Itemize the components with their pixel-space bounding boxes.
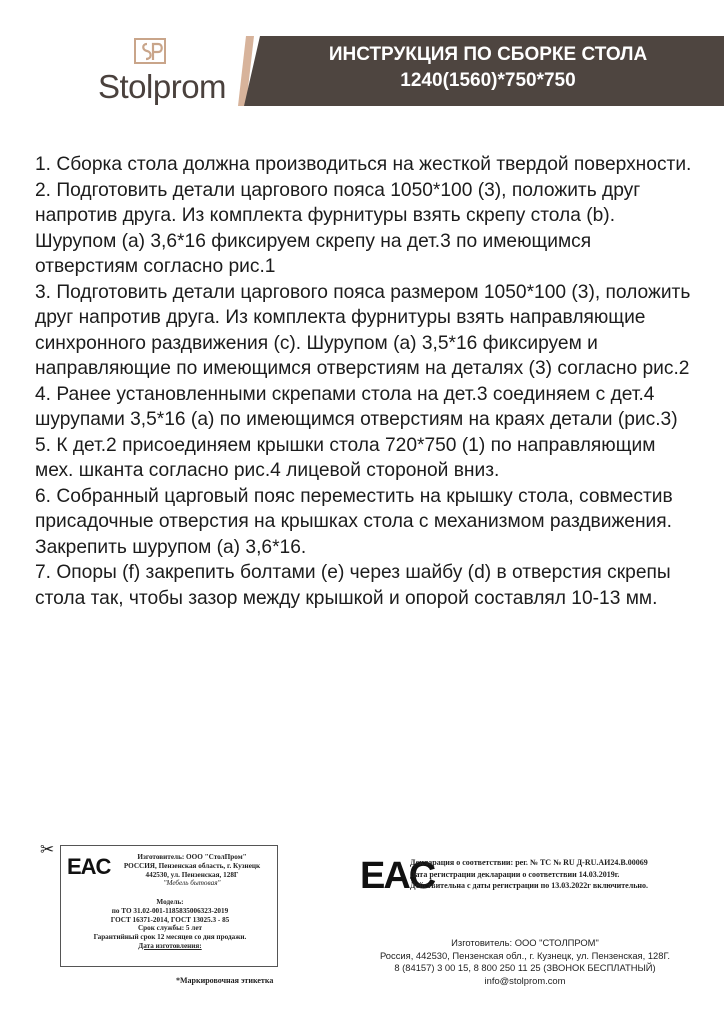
assembly-instructions <box>35 152 695 611</box>
manufacturer-email: info@stolprom.com <box>484 974 566 986</box>
label-manufacturer: Изготовитель: ООО "СтолПром" <box>137 853 247 861</box>
manufacturer-name: Изготовитель: ООО "СТОЛПРОМ" <box>451 937 599 948</box>
instruction-step: 5. К дет.2 присоединяем крышки стола 720*750 (1) по направляющим мех. шканта согласно рис.4 лицевой стороной вниз. <box>35 434 656 481</box>
manufacturer-contacts <box>340 937 710 987</box>
eac-mark-large: EAC <box>360 855 435 897</box>
title-line-2: 1240(1560)*750*750 <box>400 70 576 91</box>
eac-mark: EAC <box>67 854 111 879</box>
label-standard-2: ГОСТ 16371-2014, ГОСТ 13025.3 - 85 <box>110 915 230 924</box>
declaration-line: Действительна с даты регистрации по 13.03.2022г включительно. <box>410 881 649 890</box>
declaration-line: Декларация о соответствии: рег. № ТС № RU Д-RU.АИ24.В.00069 <box>410 858 648 867</box>
label-category: "Мебель бытовая" <box>163 879 221 888</box>
manufacturer-address: Россия, 442530, Пензенская обл., г. Кузнецк, ул. Пензенская, 128Г. <box>379 949 671 961</box>
instruction-step: 3. Подготовить детали царгового пояса размером 1050*100 (3), положить друг напротив друга. Из комплекта фурнитуры взять направляющие синхронного раздвижения (с). Шурупом (а) 3,5*16 фиксируем и направляющие по имеющимся отверстиям на деталях (3) согласно рис.2 <box>35 281 691 379</box>
page-title <box>268 42 708 94</box>
label-standard-1: по ТО 31.02-001-1185835006323-2019 <box>111 906 229 915</box>
scissors-icon: ✂ <box>40 840 55 859</box>
label-service-life: Срок службы: 5 лет <box>137 924 203 933</box>
title-line-1: ИНСТРУКЦИЯ ПО СБОРКЕ СТОЛА <box>328 44 648 65</box>
label-model: Модель: <box>156 898 184 906</box>
label-address-2: 442530, ул. Пензенская, 128Г <box>145 870 239 879</box>
stolprom-logo <box>98 38 228 104</box>
instruction-step: 7. Опоры (f) закрепить болтами (е) через шайбу (d) в отверстия скрепы стола так, чтобы зазор между крышкой и опорой составлял 10-13 мм. <box>35 562 671 609</box>
declaration-line: Дата регистрации декларации о соответствии 14.03.2019г. <box>410 869 620 879</box>
declaration-block <box>410 857 710 892</box>
instruction-step: 6. Собранный царговый пояс переместить на крышку стола, совместив присадочные отверстия на крышках стола с механизмом раздвижения. Закрепить шурупом (а) 3,6*16. <box>35 485 673 558</box>
instruction-step: 2. Подготовить детали царгового пояса 1050*100 (3), положить друг напротив друга. Из комплекта фурнитуры взять скрепу стола (b). Шурупом (а) 3,6*16 фиксируем скрепу на дет.3 по имеющимся отверстиям согласно рис.1 <box>35 179 641 277</box>
manufacturer-phones: 8 (84157) 3 00 15, 8 800 250 11 25 (ЗВОНОК БЕСПЛАТНЫЙ) <box>394 962 656 974</box>
logo-text: Stolprom <box>98 68 227 105</box>
label-warranty: Гарантийный срок 12 месяцев со дня продажи. <box>93 933 247 942</box>
label-model-block <box>67 898 273 951</box>
instruction-step: 4. Ранее установленными скрепами стола на дет.3 соединяем с дет.4 шурупами 3,5*16 (а) по имеющимся отверстиям на краях детали (рис.3) <box>35 383 678 430</box>
label-manufacture-date: Дата изготовления: <box>138 941 202 950</box>
label-manufacturer-block <box>109 853 275 888</box>
sp-monogram-icon <box>134 38 166 64</box>
instruction-step: 1. Сборка стола должна производиться на жесткой твердой поверхности. <box>35 154 692 175</box>
label-address-1: РОССИЯ, Пензенская область, г. Кузнецк <box>123 861 261 870</box>
label-caption: *Маркировочная этикетка <box>176 976 274 985</box>
marking-label <box>60 845 278 967</box>
